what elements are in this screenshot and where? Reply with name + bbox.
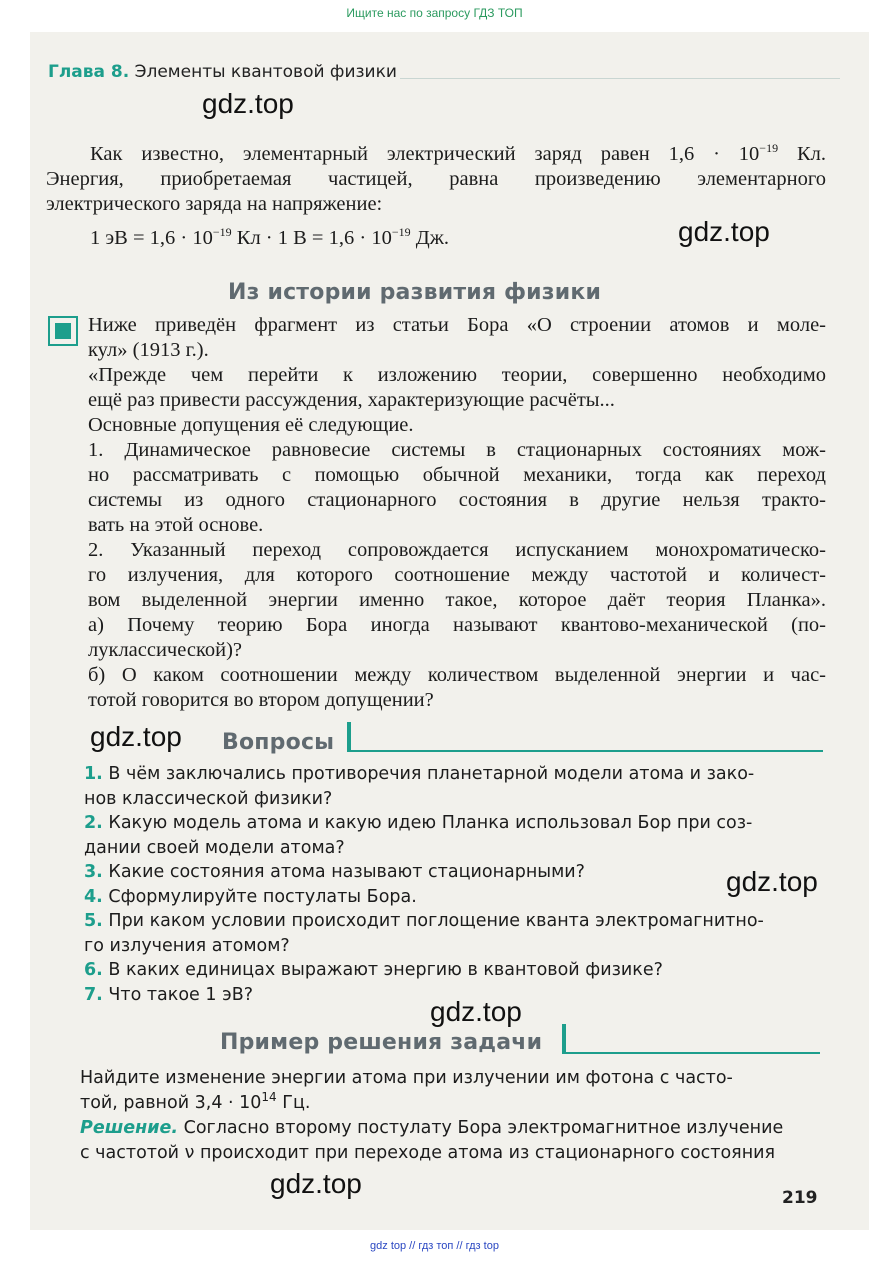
page-number: 219 <box>782 1188 818 1208</box>
question-text: При каком условии происходит поглощение кванта электромагнитно- <box>108 911 764 931</box>
question-text: Какую модель атома и какую идею Планка использовал Бор при соз- <box>108 813 753 833</box>
history-text <box>88 313 826 713</box>
history-line: б) О каком соотношении между количеством выделенной энергии и час- <box>88 664 826 686</box>
question-text: В чём заключались противоречия планетарной модели атома и зако- <box>108 764 755 784</box>
problem-line: Найдите изменение энергии атома при излучении им фотона с часто- <box>80 1068 733 1088</box>
watermark: gdz.top <box>202 88 294 119</box>
bottom-banner[interactable]: gdz top // гдз топ // гдз top <box>370 1240 499 1252</box>
question-item <box>84 811 822 860</box>
history-line: кул» (1913 г.). <box>88 339 209 361</box>
history-line: го излучения, для которого соотношение между частотой и количест- <box>88 564 826 586</box>
intro-line: Как известно, элементарный электрический заряд равен $1,6 \cdot 10^{-19}$ Кл. <box>90 141 826 165</box>
example-heading-bar <box>562 1024 566 1054</box>
history-line: системы из одного стационарного состояния в другие нельзя тракто- <box>88 489 826 511</box>
question-number: 1. <box>84 764 103 784</box>
solution-line: Решение. Согласно второму постулату Бора электромагнитное излучение <box>80 1118 784 1138</box>
question-text: дании своей модели атома? <box>84 837 345 858</box>
history-line: тотой говорится во втором допущении? <box>88 689 434 711</box>
history-line: ещё раз привести рассуждения, характеризующие расчёты... <box>88 389 615 411</box>
history-icon <box>48 316 78 346</box>
top-banner[interactable]: Ищите нас по запросу ГДЗ ТОП <box>346 6 523 20</box>
question-item <box>84 983 822 1008</box>
question-number: 7. <box>84 984 103 1005</box>
question-number: 2. <box>84 813 103 833</box>
question-text: го излучения атомом? <box>84 935 290 956</box>
question-number: 3. <box>84 862 103 882</box>
question-text: Какие состояния атома называют стационарными? <box>108 862 585 882</box>
watermark: gdz.top <box>430 996 522 1027</box>
chapter-title: Элементы квантовой физики <box>134 62 397 82</box>
question-item <box>84 958 822 983</box>
history-line: 1. Динамическое равновесие системы в стационарных состояниях мож- <box>88 439 826 461</box>
history-line: Основные допущения её следующие. <box>88 414 414 436</box>
watermark: gdz.top <box>90 721 182 752</box>
history-line: 2. Указанный переход сопровождается испусканием монохроматическо- <box>88 539 826 561</box>
question-text: нов классической физики? <box>84 788 333 809</box>
example-heading-rule <box>562 1052 820 1054</box>
history-line: Ниже приведён фрагмент из статьи Бора «О строении атомов и моле- <box>88 314 826 336</box>
question-text: В каких единицах выражают энергию в квантовой физике? <box>108 960 663 980</box>
watermark: gdz.top <box>270 1168 362 1199</box>
questions-heading-bar <box>347 722 351 752</box>
chapter-number: Глава 8. <box>48 62 130 82</box>
question-number: 6. <box>84 960 103 980</box>
history-line: луклассической)? <box>88 639 243 661</box>
formula-ev: 1 эВ = $1,6 \cdot 10^{-19}$ Кл · 1 $В = 1,6 \cdot 10^{-19}$ Дж. <box>90 225 450 249</box>
questions-heading: Вопросы <box>222 730 335 755</box>
example-heading: Пример решения задачи <box>220 1030 543 1055</box>
history-heading: Из истории развития физики <box>228 280 602 305</box>
history-line: но рассматривать с помощью обычной механики, тогда как переход <box>88 464 826 486</box>
question-number: 4. <box>84 886 103 907</box>
question-text: Что такое 1 эВ? <box>108 984 253 1005</box>
question-text: Сформулируйте постулаты Бора. <box>108 886 417 907</box>
history-line: вом выделенной энергии именно такое, которое даёт теория Планка». <box>88 589 826 611</box>
intro-line: Энергия, приобретаемая частицей, равна произведению элементарного <box>46 168 826 190</box>
intro-paragraph <box>46 142 826 217</box>
question-item <box>84 909 822 958</box>
solution-line: с частотой ν происходит при переходе атома из стационарного состояния <box>80 1143 776 1163</box>
watermark: gdz.top <box>678 216 770 247</box>
question-item <box>84 885 822 910</box>
intro-line: электрического заряда на напряжение: <box>46 193 383 215</box>
history-line: «Прежде чем перейти к изложению теории, совершенно необходимо <box>88 364 826 386</box>
questions-list <box>84 762 822 1007</box>
example-problem <box>80 1066 820 1116</box>
question-item <box>84 860 822 885</box>
solution-label: Решение. <box>80 1118 179 1138</box>
question-item <box>84 762 822 811</box>
question-number: 5. <box>84 911 103 931</box>
problem-line: той, равной $3,4 \cdot 10^{14}$ Гц. <box>80 1090 311 1113</box>
watermark: gdz.top <box>726 866 818 897</box>
example-solution <box>80 1116 820 1166</box>
chapter-header <box>48 62 397 82</box>
questions-heading-rule <box>347 750 823 752</box>
history-line: а) Почему теорию Бора иногда называют квантово-механической (по- <box>88 614 826 636</box>
history-line: вать на этой основе. <box>88 514 264 536</box>
chapter-rule <box>400 78 840 79</box>
